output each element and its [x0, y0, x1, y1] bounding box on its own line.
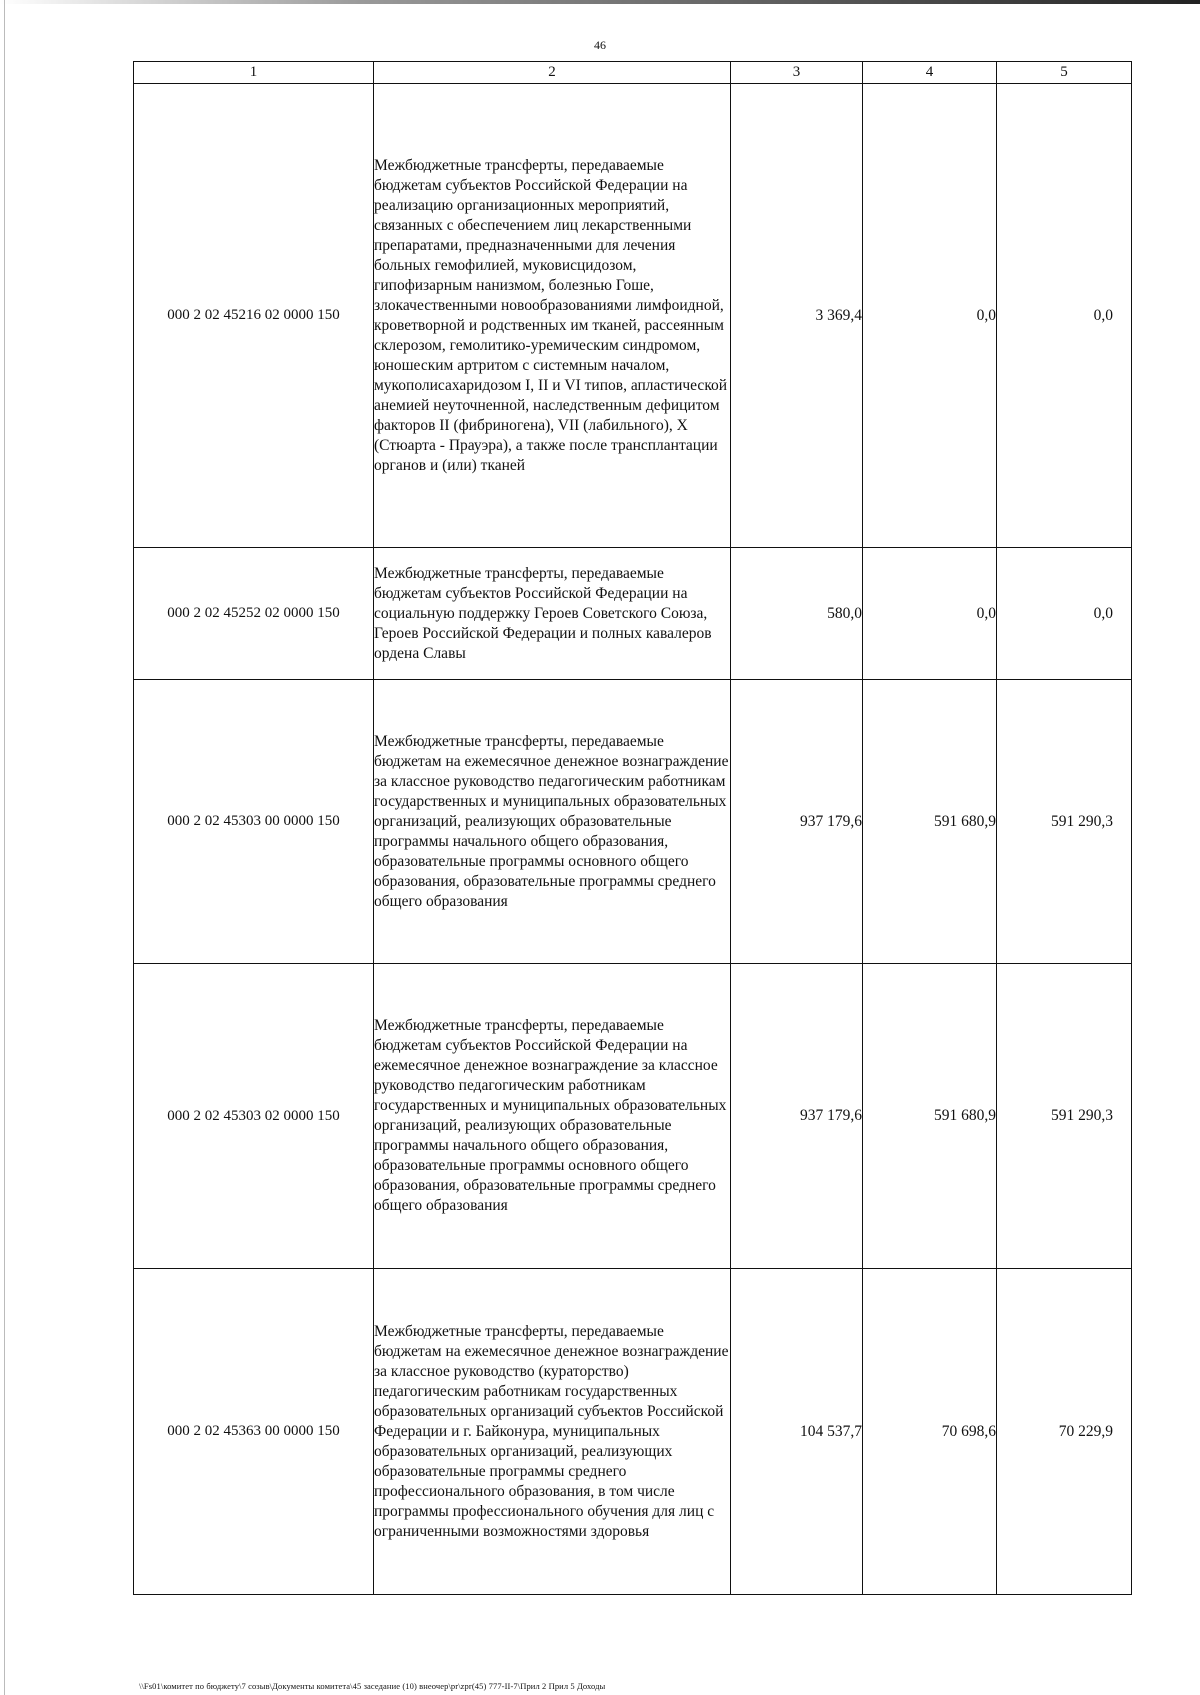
- row-description: Межбюджетные трансферты, передаваемые бюджетам субъектов Российской Федерации на социальную поддержку Героев Советского Союза, Героев Российской Федерации и полных кавалеров ордена Славы: [374, 548, 731, 680]
- value-col3: 937 179,6: [731, 964, 863, 1269]
- row-description: Межбюджетные трансферты, передаваемые бюджетам на ежемесячное денежное вознаграждение за классное руководство педагогическим работникам государственных и муниципальных образовательных организаций, реализующих образовательные программы начального общего образования, образовательные программы основного общего образования, образовательные программы среднего общего образования: [374, 680, 731, 964]
- row-description: Межбюджетные трансферты, передаваемые бюджетам субъектов Российской Федерации на реализацию организационных мероприятий, связанных с обеспечением лиц лекарственными препаратами, предназначенными для лечения больных гемофилией, муковисцидозом, гипофизарным нанизмом, болезнью Гоше, злокачественными новообразованиями лимфоидной, кроветворной и родственных им тканей, рассеянным склерозом, гемолитико-уремическим синдромом, юношеским артритом с системным началом, мукополисахаридозом I, II и VI типов, апластической анемией неуточненной, наследственным дефицитом факторов II (фибриногена), VII (лабильного), X (Стюарта - Прауэра), а также после трансплантации органов и (или) тканей: [374, 84, 731, 548]
- value-col4: 70 698,6: [863, 1269, 997, 1595]
- budget-code: 000 2 02 45363 00 0000 150: [134, 1269, 374, 1595]
- value-col4: 591 680,9: [863, 680, 997, 964]
- value-col3: 104 537,7: [731, 1269, 863, 1595]
- page-number: 46: [594, 38, 606, 52]
- table-header-row: [134, 62, 1132, 84]
- table-row: [134, 680, 1132, 964]
- value-col5: 70 229,9: [997, 1269, 1132, 1595]
- value-col3: 937 179,6: [731, 680, 863, 964]
- budget-code: 000 2 02 45216 02 0000 150: [134, 84, 374, 548]
- budget-code: 000 2 02 45303 02 0000 150: [134, 964, 374, 1269]
- value-col4: 591 680,9: [863, 964, 997, 1269]
- top-border-line: [0, 0, 1200, 4]
- revenue-table: [133, 61, 1132, 1595]
- value-col3: 580,0: [731, 548, 863, 680]
- budget-code: 000 2 02 45303 00 0000 150: [134, 680, 374, 964]
- column-header-1: 1: [134, 62, 374, 84]
- value-col4: 0,0: [863, 84, 997, 548]
- column-header-4: 4: [863, 62, 997, 84]
- column-header-5: 5: [997, 62, 1132, 84]
- value-col5: 0,0: [997, 548, 1132, 680]
- row-description: Межбюджетные трансферты, передаваемые бюджетам на ежемесячное денежное вознаграждение за классное руководство (кураторство) педагогическим работникам государственных образовательных организаций субъектов Российской Федерации и г. Байконура, муниципальных образовательных организаций, реализующих образовательные программы среднего профессионального образования, в том числе программы профессионального обучения для лиц с ограниченными возможностями здоровья: [374, 1269, 731, 1595]
- table-row: [134, 1269, 1132, 1595]
- table-row: [134, 964, 1132, 1269]
- value-col3: 3 369,4: [731, 84, 863, 548]
- table-row: [134, 84, 1132, 548]
- row-description: Межбюджетные трансферты, передаваемые бюджетам субъектов Российской Федерации на ежемесячное денежное вознаграждение за классное руководство педагогическим работникам государственных и муниципальных образовательных организаций, реализующих образовательные программы начального общего образования, образовательные программы основного общего образования, образовательные программы среднего общего образования: [374, 964, 731, 1269]
- value-col5: 591 290,3: [997, 964, 1132, 1269]
- value-col5: 591 290,3: [997, 680, 1132, 964]
- column-header-2: 2: [374, 62, 731, 84]
- footer-file-path: \\Fs01\комитет по бюджету\7 созыв\Документы комитета\45 заседание (10) внеочер\pr\zpr(45) 777-II-7\Прил 2 Прил 5 Доходы: [139, 1681, 606, 1691]
- table-row: [134, 548, 1132, 680]
- value-col4: 0,0: [863, 548, 997, 680]
- column-header-3: 3: [731, 62, 863, 84]
- budget-code: 000 2 02 45252 02 0000 150: [134, 548, 374, 680]
- left-scan-edge: [4, 0, 5, 1695]
- value-col5: 0,0: [997, 84, 1132, 548]
